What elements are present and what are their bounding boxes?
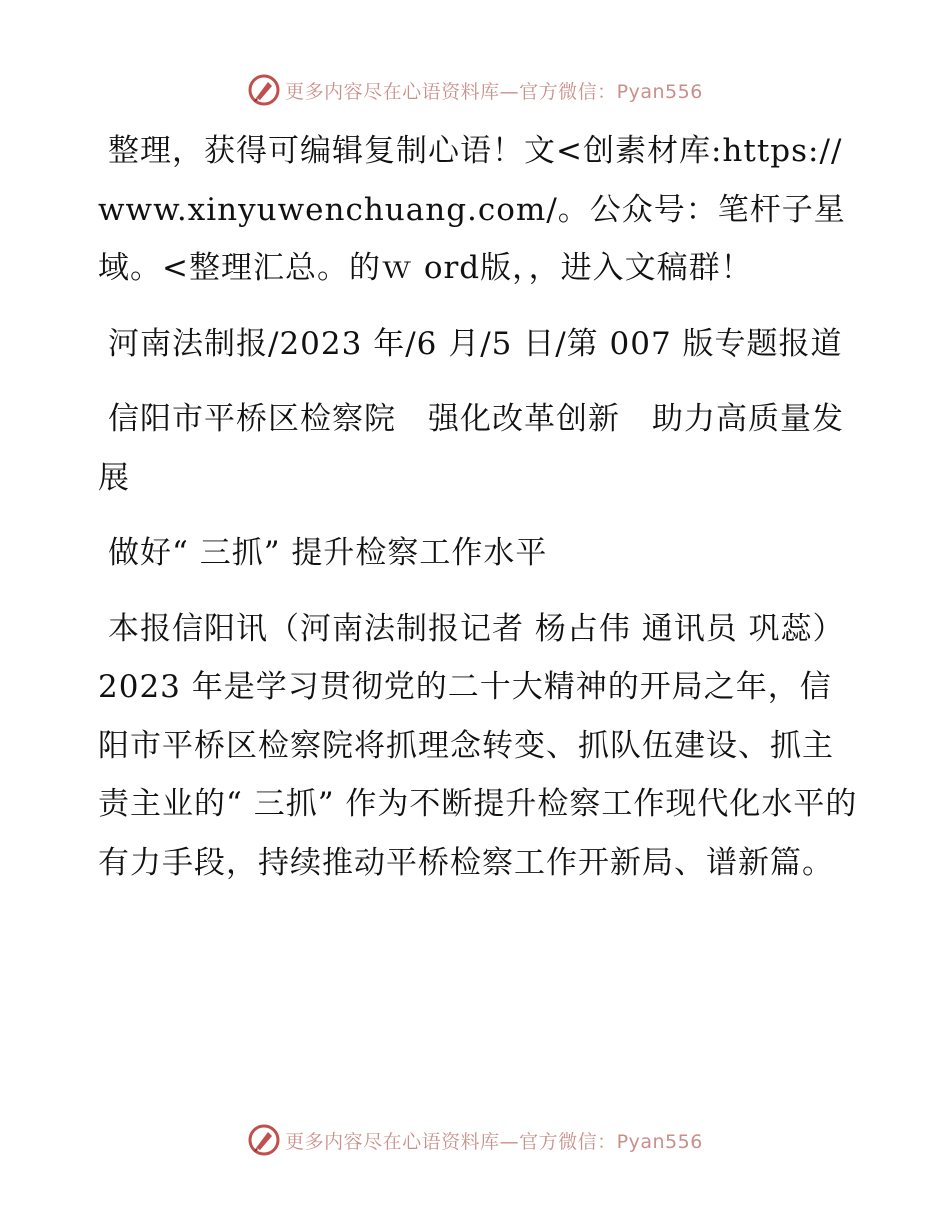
header-banner	[0, 70, 950, 110]
document-body	[98, 122, 858, 909]
pen-logo-icon	[247, 1123, 281, 1157]
header-banner-text: 更多内容尽在心语资料库—官方微信：Pyan556	[285, 80, 703, 103]
footer-banner-text: 更多内容尽在心语资料库—官方微信：Pyan556	[285, 1130, 703, 1153]
pen-logo-icon	[247, 73, 281, 107]
paragraph-subtitle: 做好“ 三抓” 提升检察工作水平	[108, 535, 548, 571]
paragraph-source-note: 整理，获得可编辑复制心语！文<创素材库:https://www.xinyuwenchuang.com/。公众号：笔杆子星域。<整理汇总。的ｗ ord版，，进入文稿群！	[98, 133, 846, 286]
paragraph-article-title: 信阳市平桥区检察院 强化改革创新 助力高质量发展	[98, 401, 844, 496]
paragraph-body: 本报信阳讯（河南法制报记者 杨占伟 通讯员 巩蕊）2023 年是学习贯彻党的二十大精神的开局之年，信阳市平桥区检察院将抓理念转变、抓队伍建设、抓主责主业的“ 三抓” 作为不断提升检察工作现代化水平的有力手段，持续推动平桥检察工作开新局、谱新篇。	[98, 610, 858, 881]
paragraph-publication-info: 河南法制报/2023 年/6 月/5 日/第 007 版专题报道	[108, 325, 843, 362]
footer-banner	[0, 1120, 950, 1160]
